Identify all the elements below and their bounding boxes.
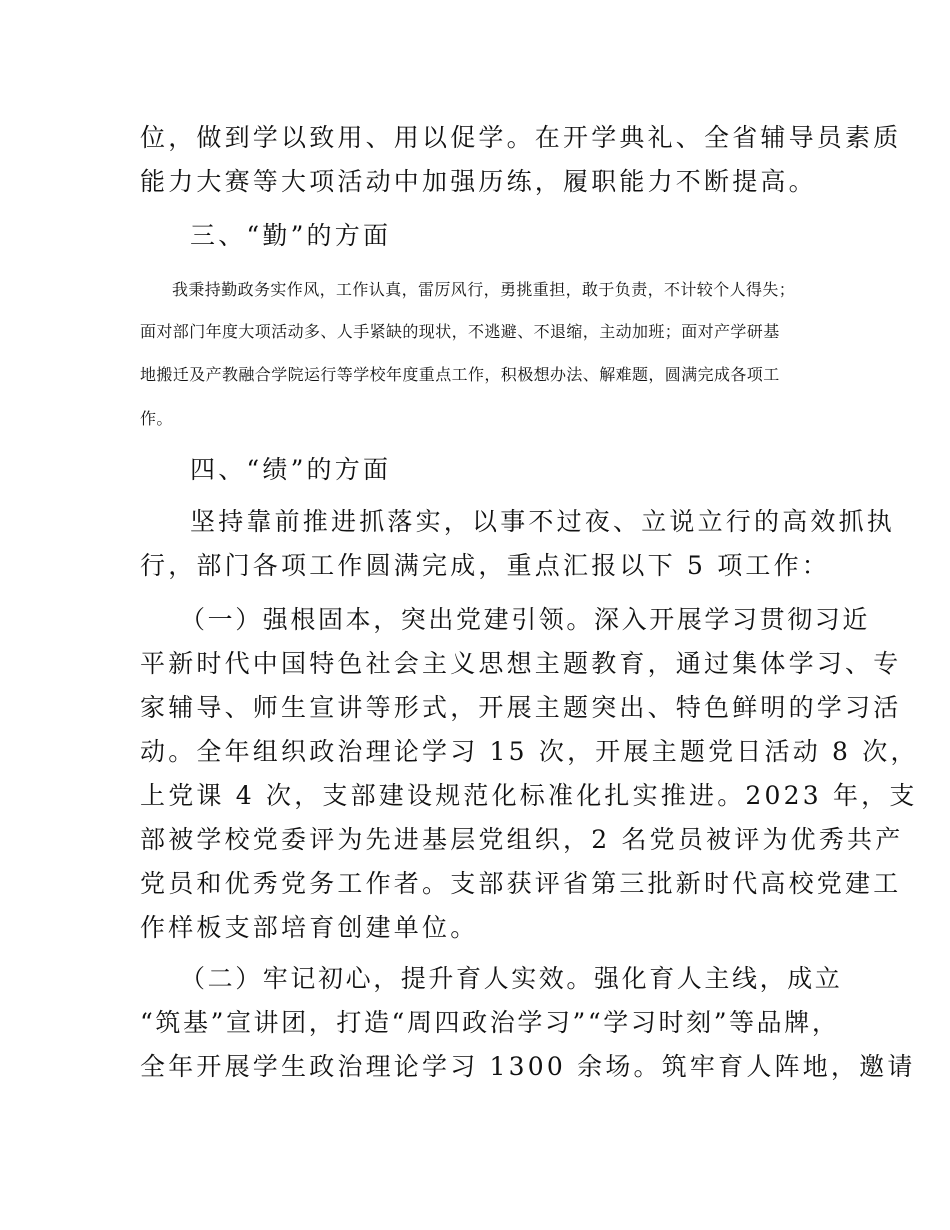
text-line: 家辅导、师生宣讲等形式，开展主题突出、特色鲜明的学习活	[140, 693, 902, 722]
text-line: 坚持靠前推进抓落实，以事不过夜、立说立行的高效抓执	[190, 507, 896, 536]
text-line: 部被学校党委评为先进基层党组织，2 名党员被评为优秀共产	[140, 825, 904, 854]
text-line: （二）牢记初心，提升育人实效。强化育人主线，成立	[180, 964, 843, 993]
text-line: 平新时代中国特色社会主义思想主题教育，通过集体学习、专	[140, 649, 902, 678]
text-line: 位，做到学以致用、用以促学。在开学典礼、全省辅导员素质	[140, 123, 902, 152]
text-line: 我秉持勤政务实作风，工作认真，雷厉风行，勇挑重担，敢于负责，不计较个人得失；	[172, 280, 796, 299]
text-line: 动。全年组织政治理论学习 15 次，开展主题党日活动 8 次，	[140, 737, 919, 766]
text-line: （一）强根固本，突出党建引领。深入开展学习贯彻习近	[180, 605, 871, 634]
section-heading-qin: 三、“勤”的方面	[190, 221, 392, 250]
text-line: “筑基”宣讲团，打造“周四政治学习”“学习时刻”等品牌，	[140, 1008, 840, 1037]
text-line: 党员和优秀党务工作者。支部获评省第三批新时代高校党建工	[140, 869, 902, 898]
text-line: 地搬迁及产教融合学院运行等学校年度重点工作，积极想办法、解难题，圆满完成各项工	[140, 365, 780, 384]
text-line: 上党课 4 次，支部建设规范化标准化扎实推进。2023 年，支	[140, 781, 918, 810]
text-line: 全年开展学生政治理论学习 1300 余场。筑牢育人阵地，邀请	[140, 1052, 916, 1081]
text-line: 能力大赛等大项活动中加强历练，履职能力不断提高。	[140, 167, 817, 196]
text-line: 行，部门各项工作圆满完成，重点汇报以下 5 项工作：	[140, 551, 831, 580]
text-line: 作。	[140, 409, 173, 428]
text-line: 面对部门年度大项活动多、人手紧缺的现状，不逃避、不退缩，主动加班；面对产学研基	[140, 322, 780, 341]
section-heading-ji: 四、“绩”的方面	[190, 455, 392, 484]
text-line: 作样板支部培育创建单位。	[140, 913, 479, 942]
